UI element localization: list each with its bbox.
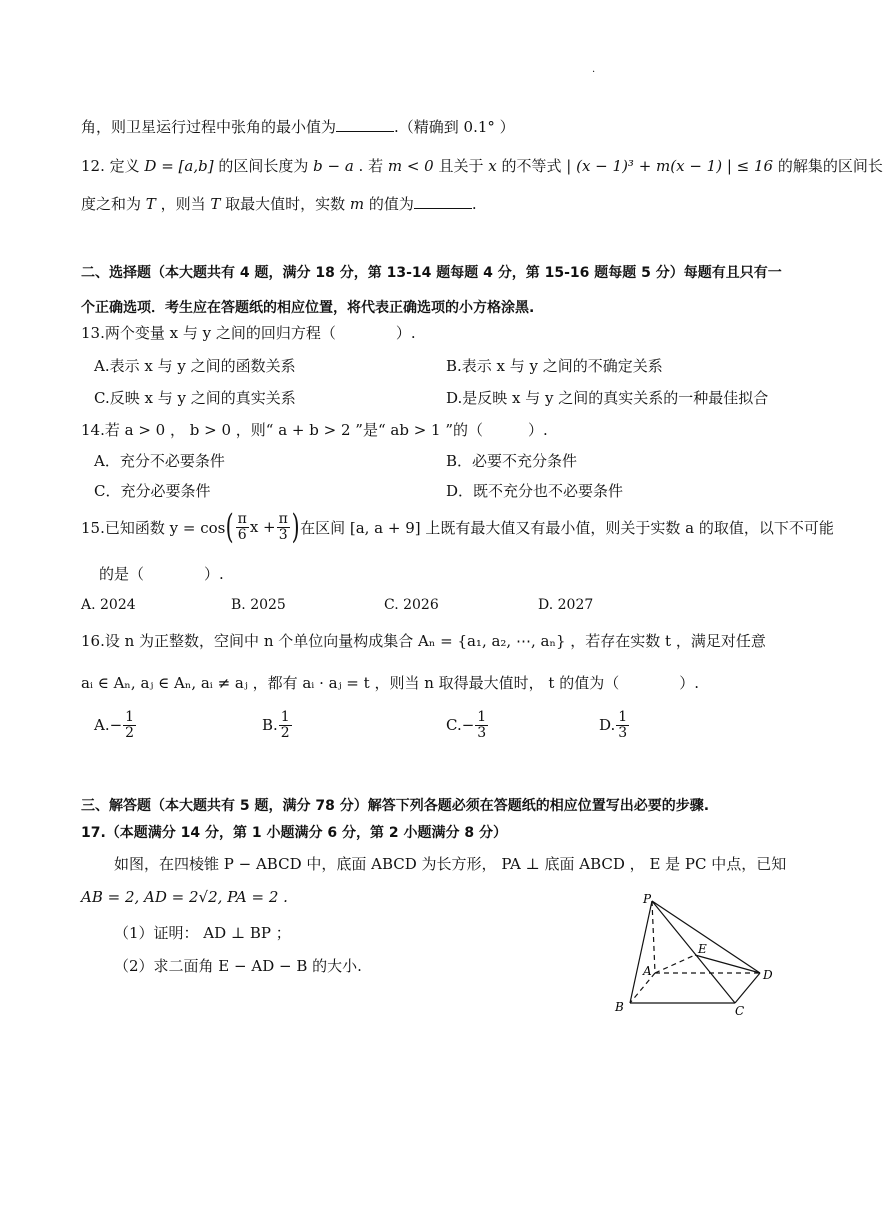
frac-denominator: 3	[477, 724, 487, 741]
frac-denominator: 3	[618, 724, 628, 741]
q11-suffix: .（精确到 0.1° ）	[394, 118, 515, 136]
q12-math: D = [a,b]	[144, 157, 214, 175]
option-label: A.−	[94, 716, 123, 735]
frac-numerator: 1	[125, 709, 135, 725]
q15-lead: 15.已知函数 y = cos	[81, 518, 226, 537]
edge-ae	[655, 955, 695, 973]
q17-body-line2: AB = 2, AD = 2√2, PA = 2 .	[81, 888, 288, 906]
edge-pd	[652, 901, 760, 973]
q17-part1: （1）证明： AD ⊥ BP ；	[114, 924, 291, 942]
right-paren-icon: )	[291, 507, 300, 547]
frac-numerator: π	[237, 510, 247, 527]
option-label: D.	[599, 716, 616, 735]
q16-option-d[interactable]	[599, 710, 630, 740]
left-paren-icon: (	[225, 507, 234, 547]
q11-answer-blank	[336, 117, 394, 132]
q15-tail: 在区间 [a, a + 9] 上既有最大值又有最小值，则关于实数 a 的取值，以下不可能	[300, 518, 834, 537]
frac-numerator: 1	[618, 709, 628, 725]
option-frac	[279, 710, 292, 740]
frac-numerator: π	[278, 510, 288, 527]
q13-option-b[interactable]: B.表示 x 与 y 之间的不确定关系	[446, 357, 663, 375]
q12-math: T	[145, 195, 156, 213]
q14-stem: 14.若 a > 0 ， b > 0 ，则“ a + b > 2 ”是“ ab > 1 ”的（ ）.	[81, 421, 548, 439]
edge-ed	[695, 955, 760, 973]
q12-text: 的值为	[364, 195, 414, 213]
option-label: B.	[262, 716, 278, 735]
q15-option-b[interactable]: B. 2025	[231, 597, 286, 613]
q12-text: . 若	[353, 157, 388, 175]
q16-option-b[interactable]	[262, 710, 293, 740]
q15-line1	[81, 507, 834, 547]
q15-line2: 的是（ ）.	[99, 565, 224, 583]
q12-line1	[81, 155, 883, 176]
q12-math: b − a	[313, 157, 354, 175]
edge-pc	[652, 901, 735, 1003]
section2-header-line2: 个正确选项．考生应在答题纸的相应位置，将代表正确选项的小方格涂黑.	[81, 300, 535, 316]
q14-option-b[interactable]: B．必要不充分条件	[446, 452, 578, 470]
q17-heading: 17.（本题满分 14 分，第 1 小题满分 6 分，第 2 小题满分 8 分）	[81, 825, 507, 841]
edge-pb	[630, 901, 652, 1003]
frac-denominator: 2	[125, 724, 135, 741]
q11-prefix: 角，则卫星运行过程中张角的最小值为	[81, 118, 337, 136]
top-mark: .	[592, 64, 596, 75]
label-b: B	[615, 1000, 624, 1014]
q14-option-d[interactable]: D．既不充分也不必要条件	[446, 482, 624, 500]
q12-text: ，则当	[155, 195, 211, 213]
q12-text: 12. 定义	[81, 157, 145, 175]
pyramid-figure	[605, 893, 785, 1023]
q16-line1: 16.设 n 为正整数，空间中 n 个单位向量构成集合 Aₙ = {a₁, a₂, ⋯, aₙ} ，若存在实数 t ，满足对任意	[81, 632, 766, 650]
frac-denominator: 3	[278, 526, 288, 543]
q16-option-c[interactable]	[446, 710, 489, 740]
edge-pa	[652, 901, 655, 973]
q14-option-a[interactable]: A．充分不必要条件	[94, 452, 225, 470]
label-e: E	[698, 942, 707, 956]
option-frac	[123, 710, 136, 740]
frac-denominator: 2	[280, 724, 290, 741]
q15-frac-1	[236, 512, 249, 542]
label-d: D	[763, 968, 773, 982]
frac-numerator: 1	[477, 709, 487, 725]
q12-text: 的区间长度为	[213, 157, 314, 175]
edge-cd	[735, 973, 760, 1003]
q12-text: 取最大值时，实数	[220, 195, 350, 213]
frac-numerator: 1	[280, 709, 290, 725]
q12-text: 的不等式	[496, 157, 567, 175]
label-p: P	[643, 892, 652, 906]
label-c: C	[735, 1004, 745, 1018]
q12-text: 的解集的区间长	[773, 157, 883, 175]
q17-part2: （2）求二面角 E − AD − B 的大小.	[114, 957, 362, 975]
q16-option-a[interactable]	[94, 710, 137, 740]
q12-line2	[81, 193, 477, 214]
q15-frac-2	[277, 512, 290, 542]
q11-tail	[81, 116, 515, 137]
q12-answer-blank	[414, 194, 472, 209]
q15-option-d[interactable]: D. 2027	[538, 597, 594, 613]
q12-math: T	[210, 195, 221, 213]
q12-text: .	[471, 195, 477, 213]
q12-text: 且关于	[433, 157, 489, 175]
q15-option-a[interactable]: A. 2024	[81, 597, 136, 613]
q12-math: x	[488, 157, 497, 175]
q17-body-line1: 如图，在四棱锥 P − ABCD 中，底面 ABCD 为长方形， PA ⊥ 底面 ABCD ， E 是 PC 中点，已知	[114, 855, 787, 873]
q12-math: | (x − 1)³ + m(x − 1) | ≤ 16	[566, 157, 774, 175]
q13-option-c[interactable]: C.反映 x 与 y 之间的真实关系	[94, 389, 296, 407]
q12-text: 度之和为	[81, 195, 146, 213]
q12-math: m	[349, 195, 365, 213]
label-a: A	[643, 964, 652, 978]
q15-option-c[interactable]: C. 2026	[384, 597, 439, 613]
option-frac	[475, 710, 488, 740]
q13-option-a[interactable]: A.表示 x 与 y 之间的函数关系	[94, 357, 296, 375]
section2-header-line1: 二、选择题（本大题共有 4 题，满分 18 分，第 13-14 题每题 4 分，第 15-16 题每题 5 分）每题有且只有一	[81, 265, 782, 281]
q13-option-d[interactable]: D.是反映 x 与 y 之间的真实关系的一种最佳拟合	[446, 389, 769, 407]
q13-stem: 13.两个变量 x 与 y 之间的回归方程（ ）.	[81, 324, 416, 342]
q14-option-c[interactable]: C．充分必要条件	[94, 482, 211, 500]
q16-line2: aᵢ ∈ Aₙ, aⱼ ∈ Aₙ, aᵢ ≠ aⱼ ，都有 aᵢ · aⱼ = t ，则当 n 取得最大值时， t 的值为（ ）.	[81, 674, 699, 692]
q12-math: m < 0	[387, 157, 434, 175]
q15-mid: x +	[249, 518, 276, 536]
option-frac	[616, 710, 629, 740]
section3-header: 三、解答题（本大题共有 5 题，满分 78 分）解答下列各题必须在答题纸的相应位置写出必要的步骤.	[81, 798, 710, 814]
frac-denominator: 6	[237, 526, 247, 543]
option-label: C.−	[446, 716, 475, 735]
